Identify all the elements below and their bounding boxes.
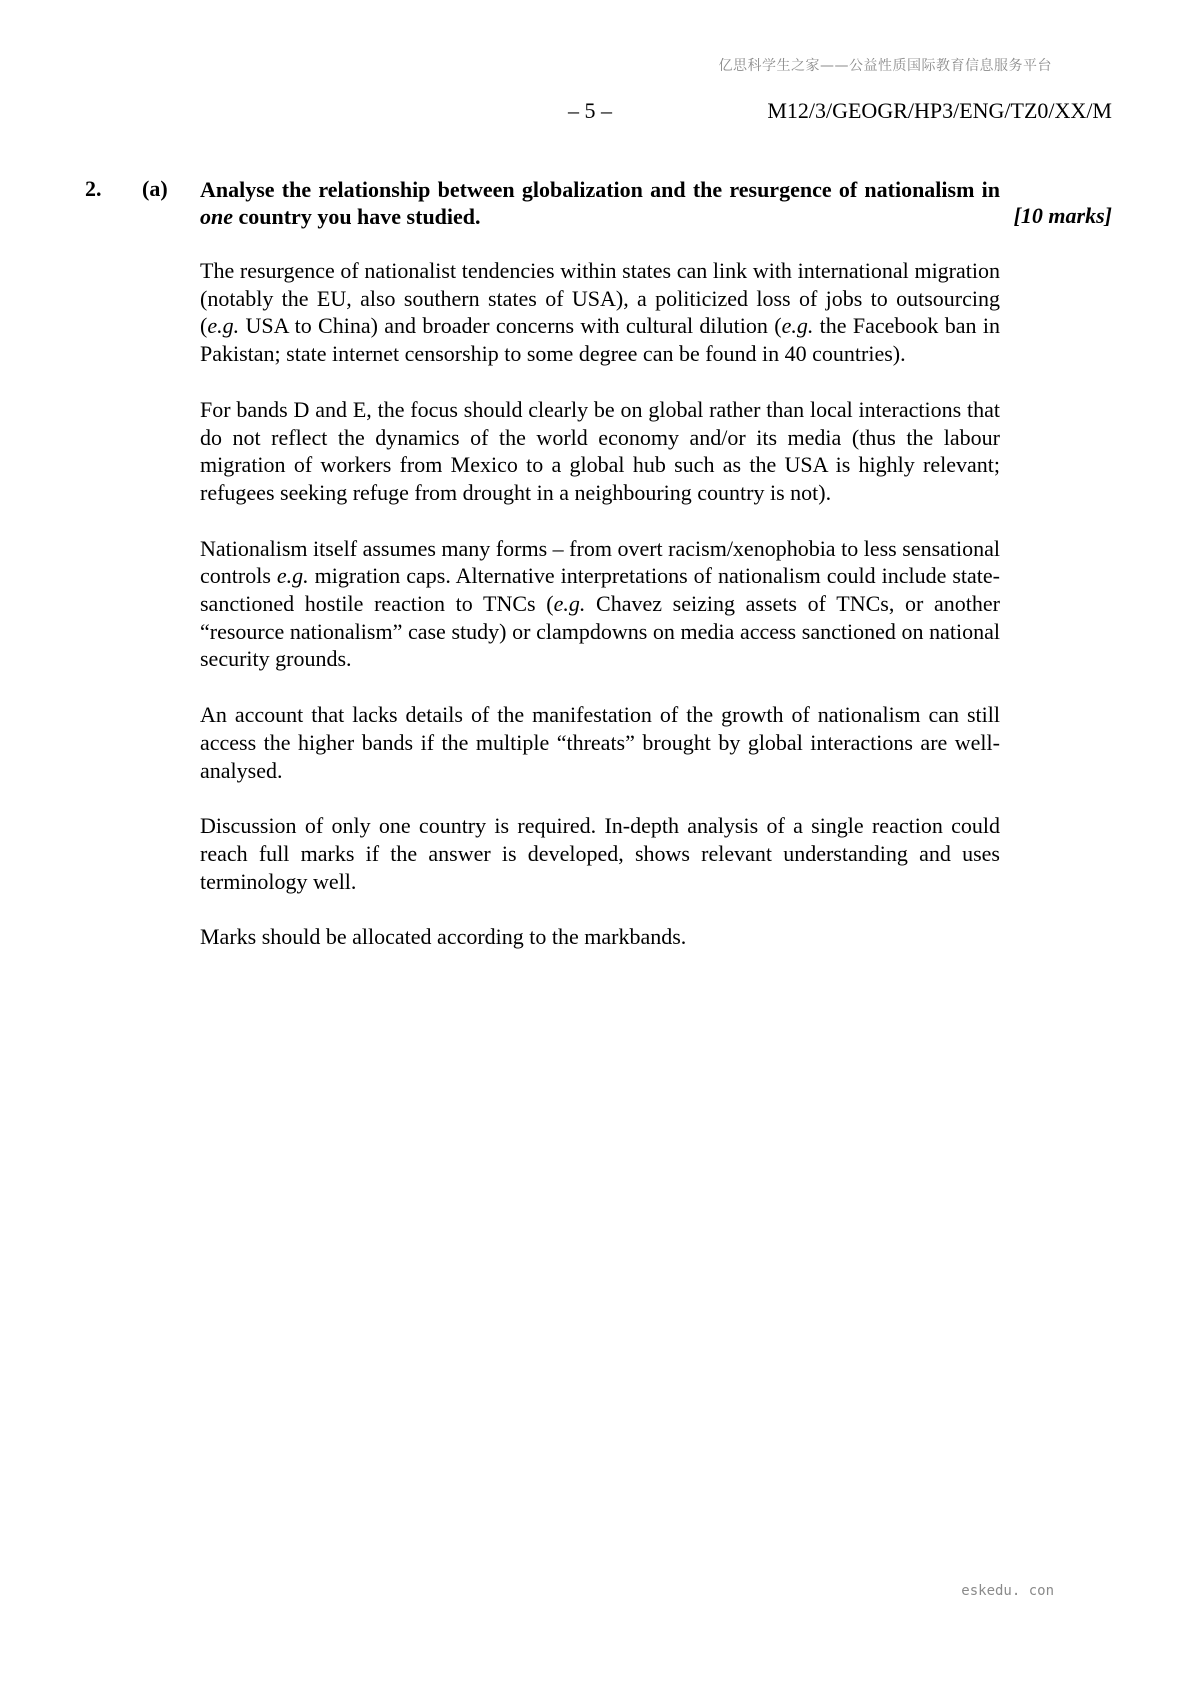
paragraph-1-text-b: USA to China) and broader concerns with cultural dilution ( xyxy=(239,313,782,339)
paragraph-3-eg-2: e.g. xyxy=(553,591,586,617)
paragraph-3-text-b: migration caps. Alternative interpretations of nationalism could include state-sanctioned hostile reaction to TNCs ( xyxy=(200,563,1000,617)
page-number: – 5 – xyxy=(568,98,612,123)
question-text-emphasis: one xyxy=(200,204,233,229)
question-part-label: (a) xyxy=(142,176,168,201)
paragraph-1-text-c: the Facebook ban in Pakistan; state internet censorship to some degree can be found in 40 countries). xyxy=(200,313,1000,367)
question-text-end: country you have studied. xyxy=(233,204,481,229)
question-text-start: Analyse the relationship between globalization and the resurgence of nationalism in xyxy=(200,177,1000,202)
paragraph-3-text-c: Chavez seizing assets of TNCs, or another “resource nationalism” case study) or clampdowns on media access sanctioned on national security grounds. xyxy=(200,591,1000,672)
paragraph-1-text-a: The resurgence of nationalist tendencies within states can link with international migration (notably the EU, also southern states of USA), a politicized loss of jobs to outsourcing ( xyxy=(200,258,1000,339)
question-text xyxy=(200,176,1000,230)
paragraph-3 xyxy=(200,535,1000,674)
paragraph-2: For bands D and E, the focus should clearly be on global rather than local interactions that do not reflect the dynamics of the world economy and/or its media (thus the labour migration of workers from Mexico to a global hub such as the USA is highly relevant; refugees seeking refuge from drought in a neighbouring country is not). xyxy=(200,396,1000,505)
paragraph-4: An account that lacks details of the manifestation of the growth of nationalism can still access the higher bands if the multiple “threats” brought by global interactions are well-analysed. xyxy=(200,702,1000,783)
watermark-bottom: eskedu. con xyxy=(961,1583,1054,1599)
document-code: M12/3/GEOGR/HP3/ENG/TZ0/XX/M xyxy=(767,98,1112,123)
question-number: 2. xyxy=(85,176,102,201)
paragraph-1-eg-2: e.g. xyxy=(781,313,814,339)
paragraph-1-eg-1: e.g. xyxy=(207,313,240,339)
paragraph-5: Discussion of only one country is required. In-depth analysis of a single reaction could reach full marks if the answer is developed, shows relevant understanding and uses terminology well. xyxy=(200,813,1000,894)
watermark-top: 亿思科学生之家——公益性质国际教育信息服务平台 xyxy=(718,58,1052,74)
paragraph-3-eg-1: e.g. xyxy=(276,563,309,589)
markscheme-body xyxy=(200,257,1000,979)
paragraph-1 xyxy=(200,257,1000,368)
paragraph-6: Marks should be allocated according to the markbands. xyxy=(200,924,687,950)
question-marks: [10 marks] xyxy=(1013,203,1112,228)
paragraph-3-text-a: Nationalism itself assumes many forms – from overt racism/xenophobia to less sensational controls xyxy=(200,535,1000,589)
